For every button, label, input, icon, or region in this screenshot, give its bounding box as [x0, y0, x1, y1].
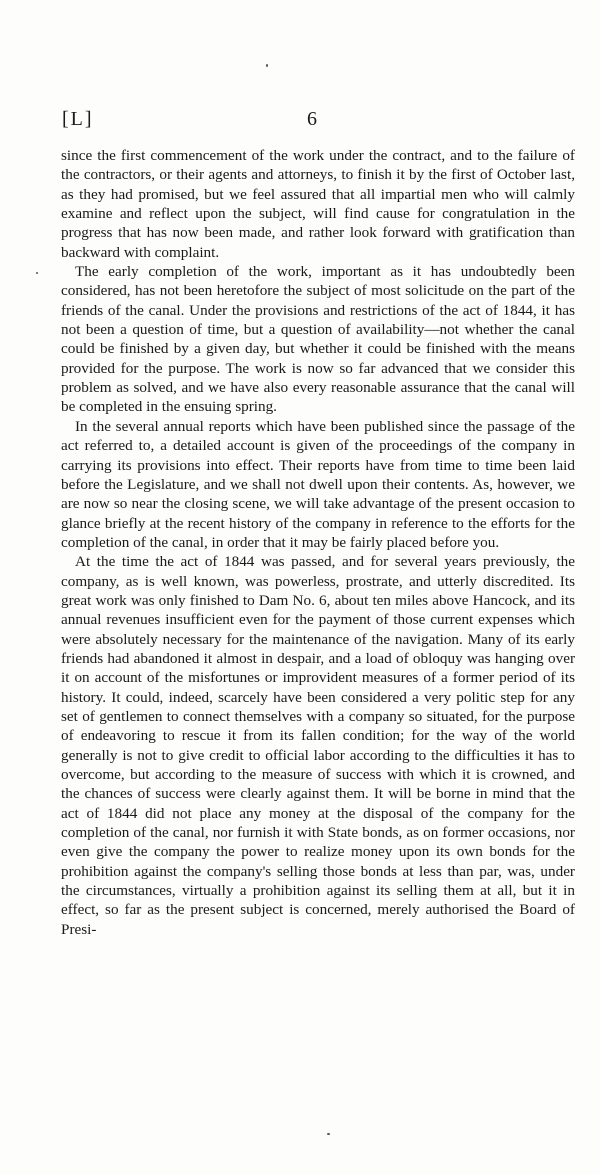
page-header: [62, 108, 542, 138]
paragraph: The early completion of the work, important as it has undoubtedly been considered, has not been heretofore the subject of most solicitude on the part of the friends of the canal. Under the provisions and restrictions of the act of 1844, it has not been a question of time, but a question of availability—not whether the canal could be finished by a given day, but whether it could be finished with the means provided for the purpose. The work is now so far advanced that we consider this problem as solved, and we have also every reasonable assurance that the canal will be completed in the ensuing spring.: [61, 263, 575, 416]
signature-mark: [L]: [62, 108, 94, 130]
body-text: [61, 146, 575, 939]
paragraph: At the time the act of 1844 was passed, and for several years previously, the company, as is well known, was powerless, prostrate, and utterly discredited. Its great work was only finished to Dam No. 6, about ten miles above Hancock, and its annual revenues insufficient even for the payment of those current expenses which were absolutely necessary for the maintenance of the navigation. Many of its early friends had abandoned it almost in despair, and a load of obloquy was hanging over it on account of the misfortunes or improvident measures of a former period of its history. It could, indeed, scarcely have been considered a very politic step for any set of gentlemen to connect themselves with a company so situated, for the purpose of endeavoring to rescue it from its fallen condition; for the way of the world generally is not to give credit to official labor according to the difficulties it has to overcome, but according to the measure of success with which it is crowned, and the chances of success were clearly against them. It will be borne in mind that the act of 1844 did not place any money at the disposal of the company for the completion of the canal, nor furnish it with State bonds, as on former occasions, nor even give the company the power to realize money upon its own bonds for the prohibition against the company's selling those bonds at less than par, was, under the circumstances, virtually a prohibition against its selling them at all, but it in effect, so far as the present subject is concerned, merely authorised the Board of Presi-: [61, 553, 575, 938]
print-speck: [327, 1133, 330, 1135]
print-speck: [36, 272, 38, 274]
paragraph: In the several annual reports which have been published since the passage of the act referred to, a detailed account is given of the proceedings of the company in carrying its provisions into effect. Their reports have from time to time been laid before the Legislature, and we shall not dwell upon their contents. As, however, we are now so near the closing scene, we will take advantage of the present occasion to glance briefly at the recent history of the company in reference to the efforts for the completion of the canal, in order that it may be fairly placed before you.: [61, 417, 575, 551]
print-speck: [266, 64, 268, 67]
paragraph: since the first commencement of the work under the contract, and to the failure of the contractors, or their agents and attorneys, to finish it by the first of October last, as they had promised, but we feel assured that all impartial men who will calmly examine and reflect upon the subject, will find cause for congratulation in the progress that has now been made, and rather look forward with gratification than backward with complaint.: [61, 147, 575, 261]
page-number: 6: [307, 108, 317, 130]
